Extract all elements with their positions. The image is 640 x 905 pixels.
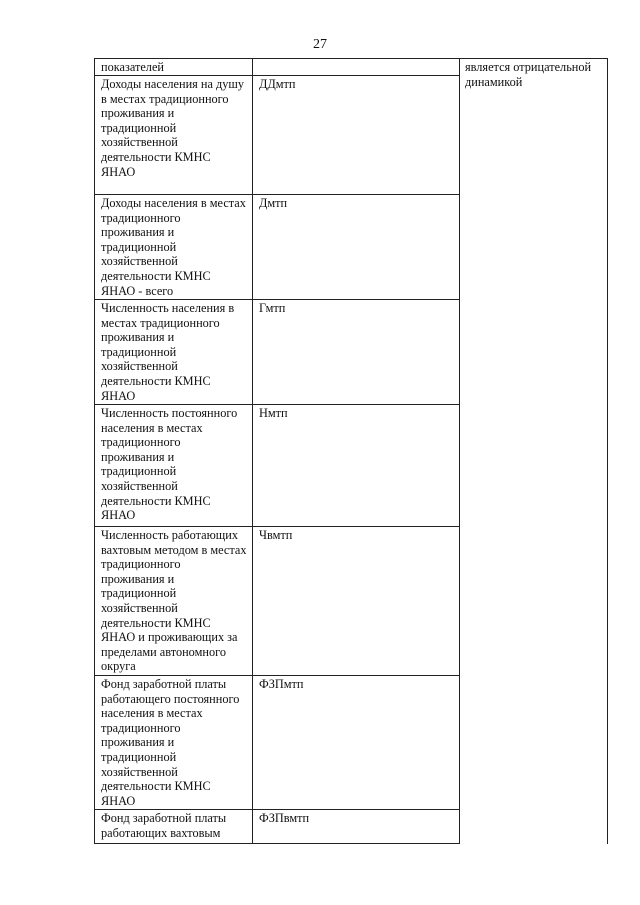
indicator-code-cell: ДДмтп (253, 76, 460, 195)
indicator-code-cell (253, 59, 460, 76)
indicator-code-cell: Нмтп (253, 405, 460, 527)
indicator-name-cell: Численность населения в местах традиционного проживания и традиционной хозяйственной деятельности КМНС ЯНАО (95, 300, 253, 405)
indicator-name-cell: Фонд заработной платы работающего постоянного населения в местах традиционного проживания и традиционной хозяйственной деятельности КМНС ЯНАО (95, 676, 253, 810)
indicator-name-cell: Доходы населения на душу в местах традиционного проживания и традиционной хозяйственной деятельности КМНС ЯНАО (95, 76, 253, 195)
indicator-code-cell: Гмтп (253, 300, 460, 405)
indicator-code-cell: Дмтп (253, 195, 460, 300)
indicator-name-cell: Фонд заработной платы работающих вахтовым (95, 810, 253, 844)
indicators-table (94, 58, 608, 844)
indicator-name-cell: показателей (95, 59, 253, 76)
indicator-code-cell: Чвмтп (253, 527, 460, 676)
page-number: 27 (313, 37, 327, 52)
indicator-name-cell: Доходы населения в местах традиционного проживания и традиционной хозяйственной деятельности КМНС ЯНАО - всего (95, 195, 253, 300)
table-header-row (95, 59, 608, 76)
indicator-code-cell: ФЗПвмтп (253, 810, 460, 844)
indicator-name-cell: Численность постоянного населения в местах традиционного проживания и традиционной хозяйственной деятельности КМНС ЯНАО (95, 405, 253, 527)
note-cell: является отрицательной динамикой (460, 59, 608, 844)
indicator-name-cell: Численность работающих вахтовым методом в местах традиционного проживания и традиционной хозяйственной деятельности КМНС ЯНАО и проживающих за пределами автономного округа (95, 527, 253, 676)
indicator-code-cell: ФЗПмтп (253, 676, 460, 810)
